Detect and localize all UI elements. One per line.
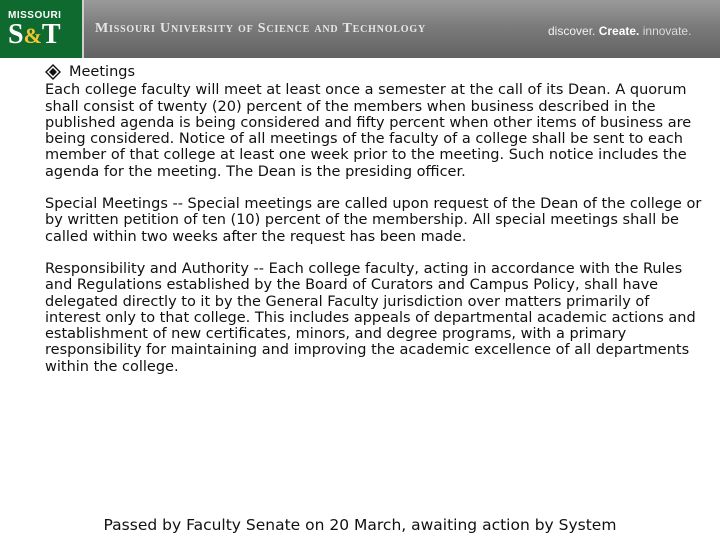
logo-state-label: MISSOURI	[8, 10, 62, 21]
paragraph-meetings: Each college faculty will meet at least once a semester at the call of its Dean. A quorum shall consist of twenty (20) percent of the members when business described in the published agenda is being considered and fifty percent when other items of business are being considered. Notice of all meetings of the faculty of a college shall be sent to each member of that college at least one week prior to the meeting. Such notice includes the agenda for the meeting. The Dean is the presiding officer.	[45, 82, 692, 180]
university-name: Missouri University of Science and Technology	[95, 21, 426, 36]
slide-body	[45, 62, 705, 391]
logo-monogram	[8, 20, 61, 51]
logo-letter-t: T	[41, 19, 61, 50]
logo-letter-s: S	[8, 19, 24, 50]
paragraph-responsibility: Responsibility and Authority -- Each college faculty, acting in accordance with the Rules and Regulations established by the Board of Curators and Campus Policy, shall have delegated directly to it by the General Faculty jurisdiction over matters primarily of interest only to that college. This includes appeals of departmental academic actions and establishment of new certificates, minors, and degree programs, with a primary responsibility for maintaining and improving the academic excellence of all departments within the college.	[45, 260, 696, 375]
header-bar	[0, 0, 720, 58]
header-divider	[82, 0, 84, 58]
section-heading	[45, 64, 705, 80]
tagline	[548, 24, 691, 38]
footer-note: Passed by Faculty Senate on 20 March, awaiting action by System	[103, 516, 617, 534]
university-logo	[0, 0, 82, 58]
tagline-create: Create.	[598, 24, 643, 38]
tagline-innovate: innovate.	[642, 24, 692, 38]
paragraph-special-meetings: Special Meetings -- Special meetings are called upon request of the Dean of the college or by written petition of ten (10) percent of the membership. All special meetings shall be called within two weeks after the request has been made.	[45, 196, 702, 245]
tagline-discover: discover.	[548, 24, 599, 38]
logo-ampersand: &	[23, 23, 42, 48]
diamond-bullet-icon	[45, 64, 61, 80]
heading-text: Meetings	[69, 64, 136, 80]
